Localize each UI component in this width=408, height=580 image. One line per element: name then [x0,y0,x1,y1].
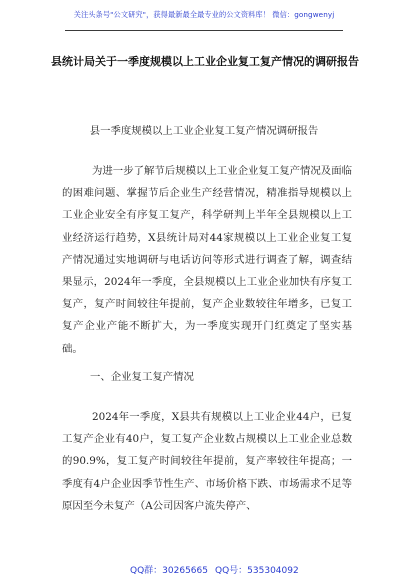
body-paragraph: 为进一步了解节后规模以上工业企业复工复产情况及面临的困难问题、掌握节后企业生产经营情况，精准指导规模以上工业企业安全有序复工复产，科学研判上半年全县规模以上工业经济运行趋势，X县统计局对44家规模以上工业企业复工复产情况通过实地调研与电话访问等形式进行调查了解，调查结果显示，2024年一季度，全县规模以上工业企业加快有序复工复产，复产时间较往年提前，复产企业数较往年增多，已复工复产企业产能不断扩大，为一季度实现开门红奠定了坚实基础。 [62,165,352,355]
header-banner: 关注头条号"公文研究"，获得最新最全最专业的公文资料库！ 微信：gongwenyj [73,10,335,19]
qq-number-label: QQ号：535304092 [215,566,299,576]
document-title: 县统计局关于一季度规模以上工业企业复工复产情况的调研报告 [51,55,359,68]
body-paragraph: 2024年一季度，X县共有规模以上工业企业44户，已复工复产企业有40户，复工复产企业数占规模以上工业企业总数的90.9%，复工复产时间较往年提前，复产率较往年提高；一季度有4户企业因季节性生产、市场价格下跌、市场需求不足等原因至今未复产（A公司因客户流失停产、 [62,411,352,512]
header-divider [65,30,343,31]
qq-group-label: QQ群：30265665 [130,566,208,576]
footer-contact [0,563,408,577]
document-subtitle: 县一季度规模以上工业企业复工复产情况调研报告 [89,125,319,137]
section-heading: 一、企业复工复产情况 [90,371,194,383]
